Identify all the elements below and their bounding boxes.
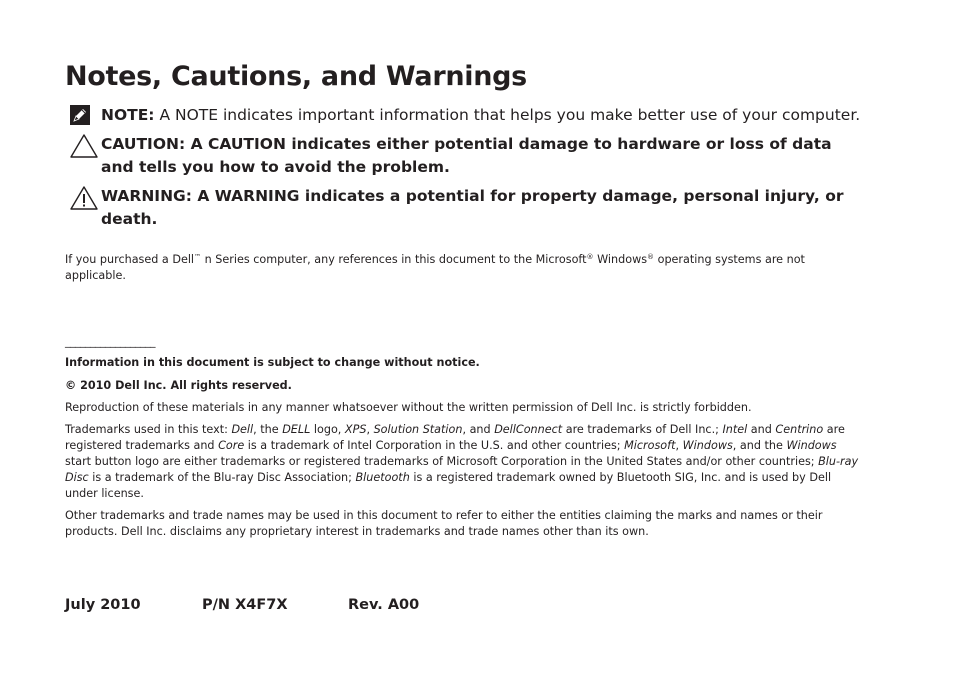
trademark-text: and <box>747 423 776 436</box>
note-label: NOTE: <box>101 106 155 124</box>
trademark-text: , the <box>253 423 283 436</box>
trademark-text: is a trademark of Intel Corporation in the U.S. and other countries; <box>244 439 625 452</box>
revision: Rev. A00 <box>348 597 420 613</box>
page-title: Notes, Cautions, and Warnings <box>65 61 527 92</box>
intro-text: n Series computer, any references in this document to the Microsoft <box>201 253 587 266</box>
registered-symbol: ® <box>647 253 655 261</box>
trademark-text: , and <box>462 423 495 436</box>
document-footer <box>65 594 419 616</box>
registered-symbol: ® <box>586 253 594 261</box>
trademark-text: are registered trademarks and <box>65 423 845 452</box>
trademark-name: XPS <box>344 423 367 436</box>
trademark-name: Blu-ray Disc <box>65 455 859 484</box>
intro-text: If you purchased a Dell <box>65 253 195 266</box>
trademark-symbol: ™ <box>194 253 202 261</box>
trademarks-paragraph <box>65 422 865 502</box>
note-text: A NOTE indicates important information that helps you make better use of your computer. <box>159 106 861 124</box>
document-page <box>65 58 865 540</box>
warning-block <box>65 185 865 231</box>
trademark-text: , <box>366 423 374 436</box>
caution-text: CAUTION: A CAUTION indicates either potential damage to hardware or loss of data and tells you how to avoid the problem. <box>101 135 832 176</box>
publication-date: July 2010 <box>65 597 141 613</box>
trademark-name: Intel <box>722 423 748 436</box>
trademark-text: , <box>675 439 683 452</box>
intro-paragraph <box>65 252 865 284</box>
trademark-name: Dell <box>231 423 254 436</box>
trademark-name: Core <box>218 439 245 452</box>
other-trademarks-paragraph: Other trademarks and trade names may be used in this document to refer to either the entities claiming the marks and names or their products. Dell Inc. disclaims any proprietary interest in trademarks and trade names other than its own. <box>65 509 823 538</box>
intro-text: Windows <box>593 253 648 266</box>
pencil-note-icon <box>69 104 99 132</box>
warning-text: WARNING: A WARNING indicates a potential for property damage, personal injury, or death. <box>101 187 844 228</box>
trademark-name: DellConnect <box>494 423 563 436</box>
trademark-name: Centrino <box>775 423 824 436</box>
trademark-text: are trademarks of Dell Inc.; <box>562 423 723 436</box>
part-number: P/N X4F7X <box>202 597 288 613</box>
trademark-name: Windows <box>682 439 733 452</box>
trademark-name: Microsoft <box>624 439 676 452</box>
separator-rule: __________________ <box>65 335 155 348</box>
trademark-name: DELL <box>282 423 311 436</box>
note-block <box>65 104 865 127</box>
change-notice: Information in this document is subject to change without notice. <box>65 356 480 369</box>
trademark-name: Solution Station <box>373 423 463 436</box>
reproduction-notice: Reproduction of these materials in any manner whatsoever without the written permission of Dell Inc. is strictly forbidden. <box>65 401 752 414</box>
warning-triangle-icon <box>69 185 99 213</box>
trademark-text: is a registered trademark owned by Bluetooth SIG, Inc. and is used by Dell under license. <box>65 471 832 500</box>
copyright-line: © 2010 Dell Inc. All rights reserved. <box>65 379 292 392</box>
trademark-name: Windows <box>786 439 837 452</box>
trademark-text: , and the <box>732 439 787 452</box>
caution-block <box>65 133 865 179</box>
intro-text: operating systems are not applicable. <box>65 253 805 282</box>
trademark-text: is a trademark of the Blu-ray Disc Association; <box>88 471 356 484</box>
trademark-text: start button logo are either trademarks or registered trademarks of Microsoft Corporation in the United States and/or other countries; <box>65 455 819 468</box>
caution-triangle-icon <box>69 133 99 161</box>
trademark-text: logo, <box>310 423 345 436</box>
trademark-name: Bluetooth <box>355 471 410 484</box>
trademark-text: Trademarks used in this text: <box>65 423 232 436</box>
